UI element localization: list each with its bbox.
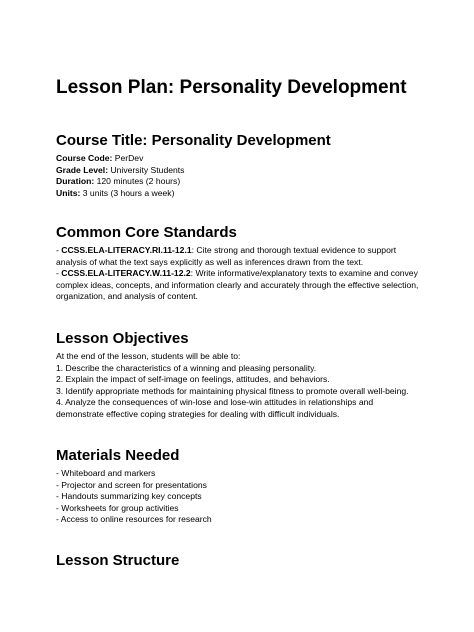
standard-item-2-line3: organization, and analysis of content. — [56, 291, 198, 302]
lesson-structure-heading: Lesson Structure — [56, 552, 180, 569]
standard-item-1-code: CCSS.ELA-LITERACY.RI.11-12.1 — [61, 245, 192, 255]
standard-item-2-line2: complex ideas, concepts, and information clearly and accurately through the effective selection, — [56, 279, 419, 290]
duration-label: Duration: — [56, 176, 95, 187]
objectives-intro: At the end of the lesson, students will be able to: — [56, 351, 241, 361]
objectives-list — [56, 351, 426, 421]
objective-item-continued: demonstrate effective coping strategies for dealing with difficult individuals. — [56, 408, 340, 419]
grade-level-label: Grade Level: — [56, 164, 109, 175]
standard-item-2-text: : Write informative/explanatory texts to examine and convey — [190, 268, 418, 279]
objective-item: 3. Identify appropriate methods for maintaining physical fitness to promote overall well-being. — [56, 385, 409, 396]
course-title-heading: Course Title: Personality Development — [56, 132, 331, 149]
course-details — [56, 153, 426, 199]
materials-list — [56, 468, 426, 526]
materials-item: - Whiteboard and markers — [56, 468, 156, 478]
materials-heading: Materials Needed — [56, 447, 180, 464]
materials-item: - Worksheets for group activities — [56, 502, 179, 513]
materials-item: - Access to online resources for research — [56, 514, 212, 525]
materials-item: - Projector and screen for presentations — [56, 479, 207, 490]
standards-heading: Common Core Standards — [56, 224, 237, 241]
standard-item-1-line1 — [56, 245, 426, 257]
standard-item-1-line2: analysis of what the text says explicitly as well as inferences drawn from the text. — [56, 256, 364, 267]
duration-line — [56, 176, 426, 188]
units-value: 3 units (3 hours a week) — [80, 187, 175, 198]
standard-item-1-text: : Cite strong and thorough textual evidence to support — [191, 245, 397, 255]
objective-item: 2. Explain the impact of self-image on feelings, attitudes, and behaviors. — [56, 374, 330, 385]
document-title: Lesson Plan: Personality Development — [56, 77, 407, 98]
duration-value: 120 minutes (2 hours) — [94, 176, 181, 187]
objective-item: 4. Analyze the consequences of win-lose and lose-win attitudes in relationships and — [56, 397, 374, 408]
objectives-heading: Lesson Objectives — [56, 330, 189, 347]
units-line — [56, 188, 426, 200]
course-code-line — [56, 153, 426, 165]
units-label: Units: — [56, 187, 81, 198]
course-code-value: PerDev — [112, 153, 144, 163]
standard-item-1-prefix: - — [56, 245, 62, 255]
standards-list — [56, 245, 426, 303]
grade-level-value: University Students — [108, 164, 185, 175]
standard-item-2-line1 — [56, 268, 426, 280]
standard-item-2-prefix: - — [56, 268, 62, 279]
materials-item: - Handouts summarizing key concepts — [56, 491, 202, 502]
standard-item-2-code: CCSS.ELA-LITERACY.W.11-12.2 — [61, 268, 191, 279]
course-code-label: Course Code: — [56, 153, 113, 163]
objective-item: 1. Describe the characteristics of a winning and pleasing personality. — [56, 362, 317, 373]
grade-level-line — [56, 165, 426, 177]
